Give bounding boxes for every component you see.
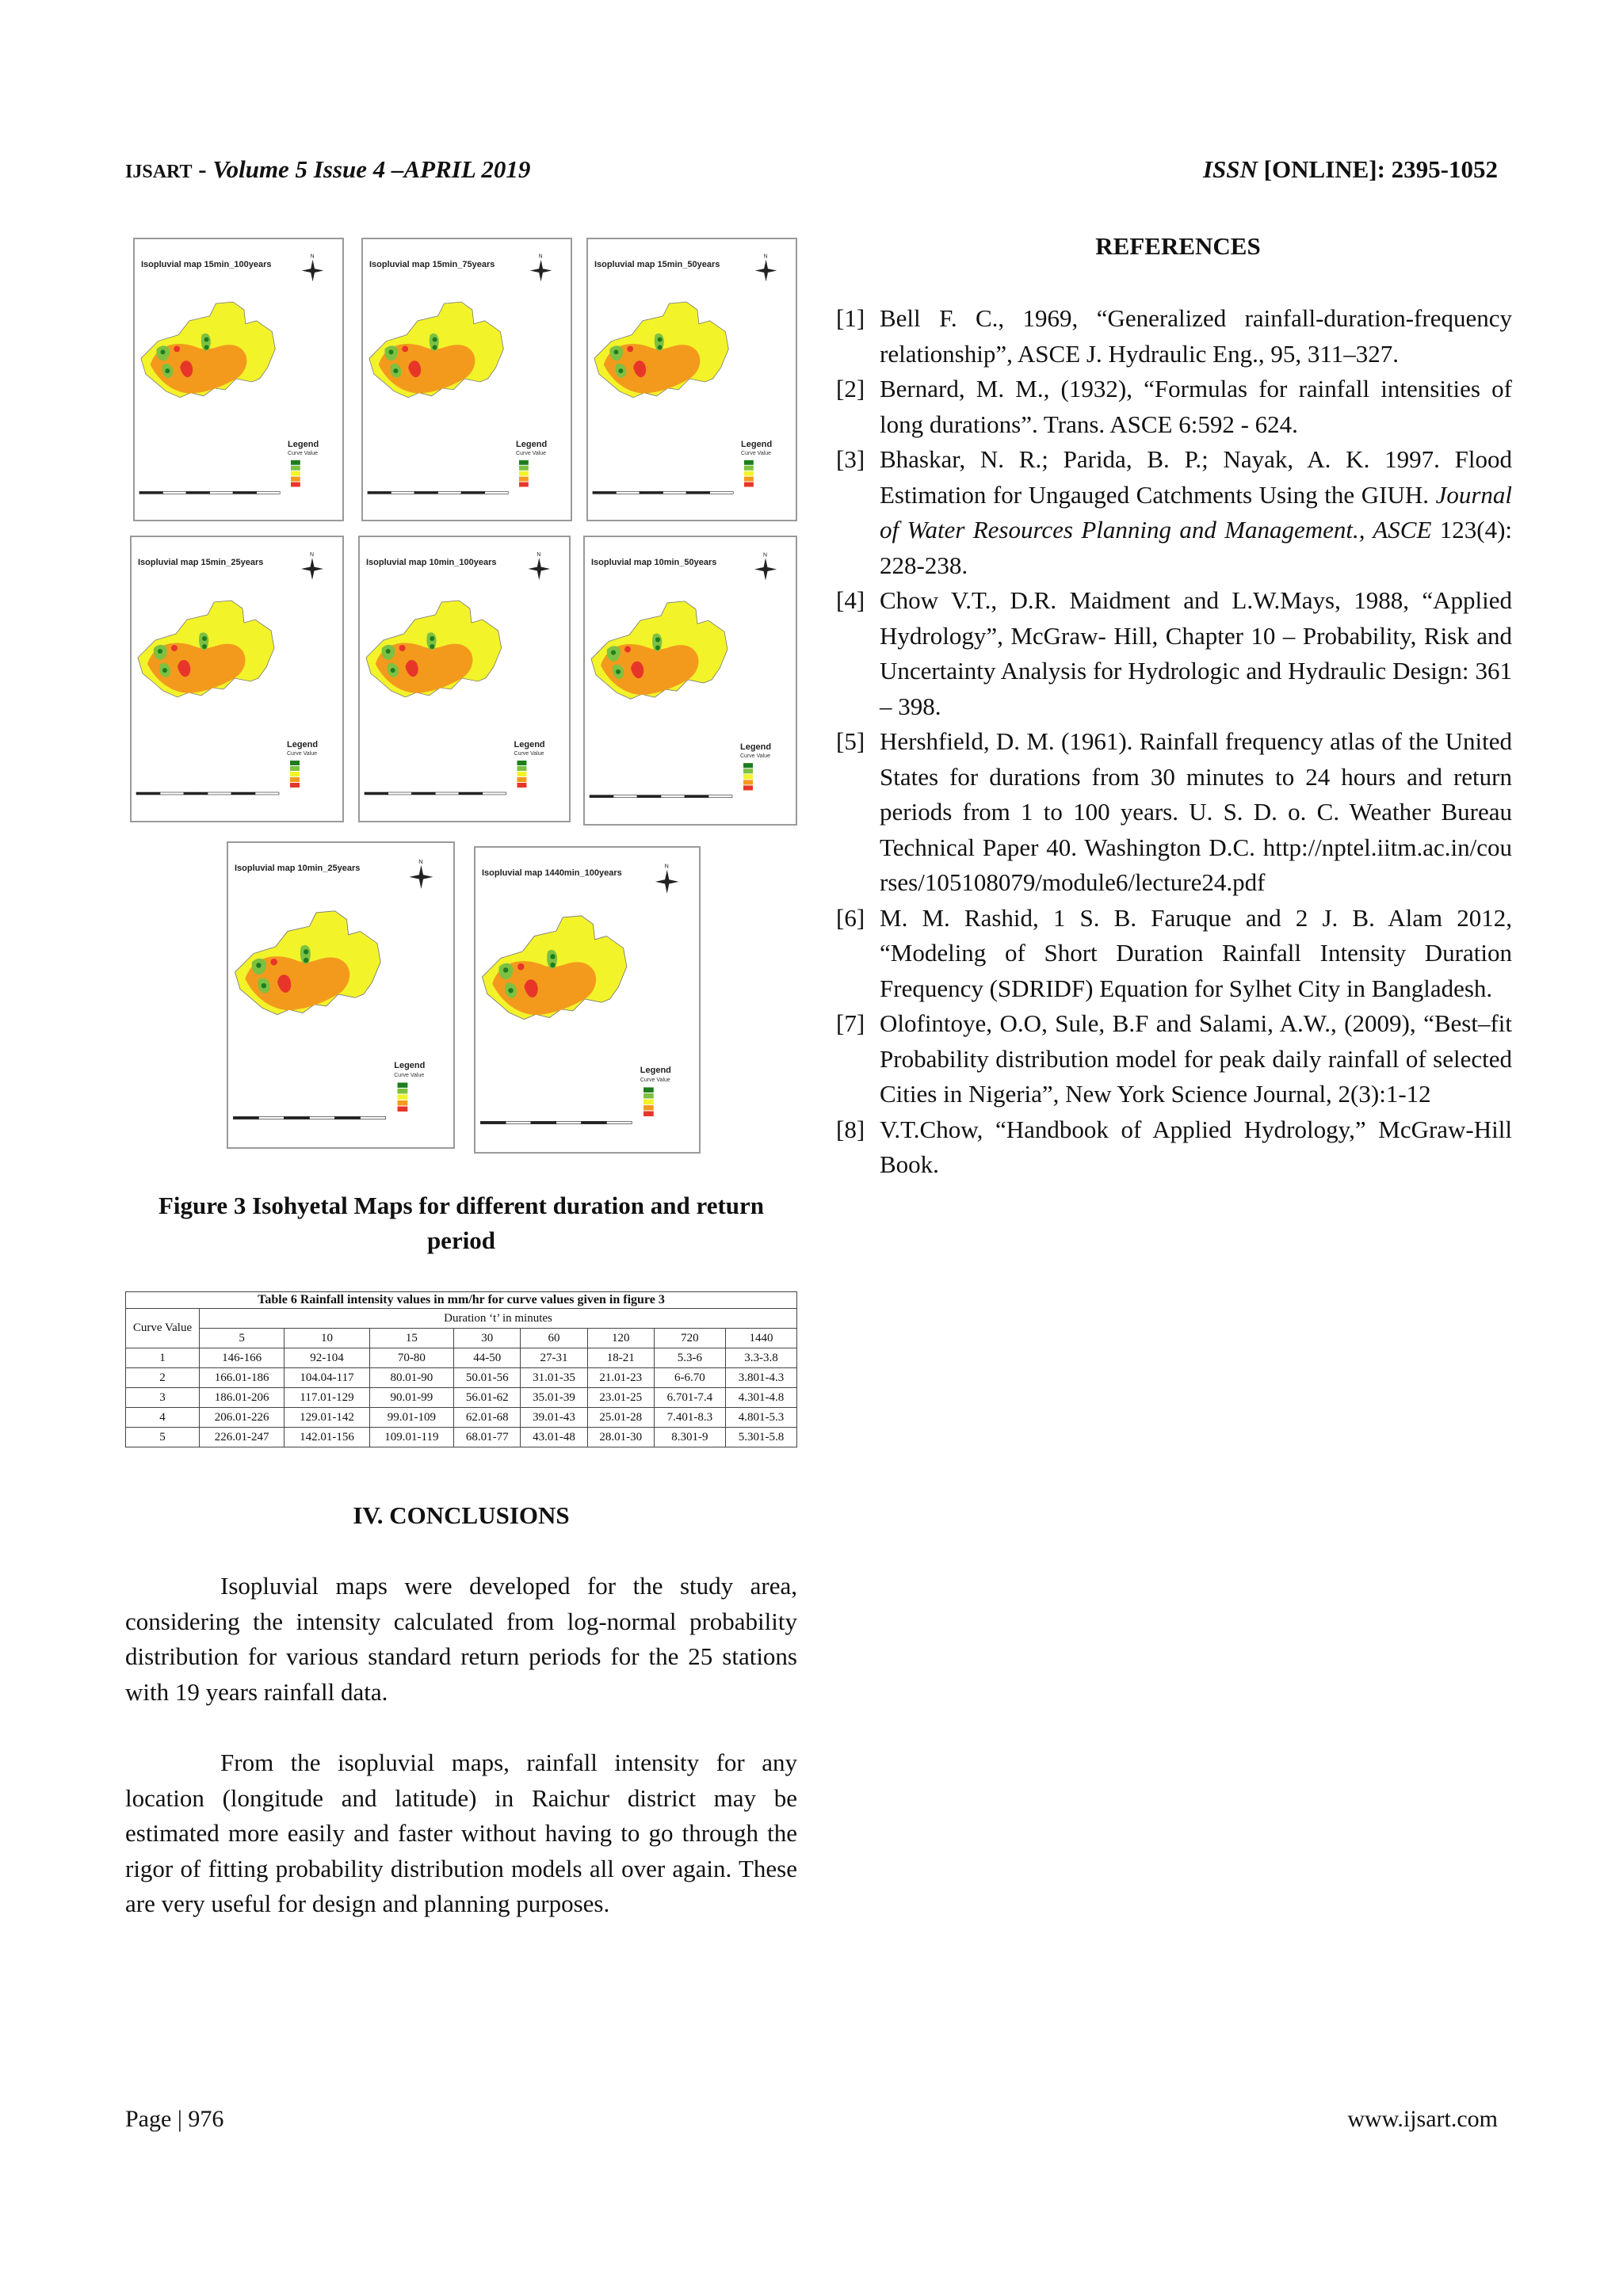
legend-swatch — [643, 1112, 654, 1116]
legend-title: Legend — [287, 740, 319, 749]
table-cell: 1 — [126, 1348, 200, 1368]
table-cell: 104.04-117 — [285, 1368, 369, 1388]
reference-text-part: Hershfield, D. M. (1961). Rainfall frequency atlas of the United States for durations from 30 minutes to 24 hours and return periods from 1 to 100 years. U. S. D. o. C. Weather Bureau Technical Paper 40. Washington D.C. — [880, 727, 1512, 861]
contour-red — [270, 959, 277, 966]
legend-swatch — [517, 761, 526, 765]
table-cell: 4 — [126, 1408, 200, 1428]
legend-swatch — [743, 780, 753, 784]
isopluvial-map-8 — [474, 846, 701, 1154]
legend-swatch — [643, 1093, 654, 1098]
duration-header: 10 — [285, 1329, 369, 1348]
compass-icon — [655, 863, 679, 894]
table-cell: 56.01-62 — [454, 1388, 521, 1408]
table-cell: 3 — [126, 1388, 200, 1408]
reference-url[interactable]: http://nptel.iitm.ac.in/courses/105108079/module6/lecture24.pdf — [880, 833, 1512, 896]
compass-icon — [530, 254, 552, 282]
table-cell: 129.01-142 — [285, 1408, 369, 1428]
contour-dark-green — [433, 338, 437, 342]
table-cell: 142.01-156 — [285, 1428, 369, 1447]
map-graphic — [585, 537, 796, 824]
references-heading: REFERENCES — [1095, 232, 1261, 260]
table-cell: 5 — [126, 1428, 200, 1447]
compass-icon — [755, 254, 777, 282]
table-cell: 6.701-7.4 — [654, 1388, 725, 1408]
map-title: Isopluvial map 15min_75years — [369, 260, 495, 269]
legend-subtitle: Curve Value — [640, 1077, 670, 1083]
contour-red — [399, 645, 406, 651]
reference-text: Bell F. C., 1969, “Generalized rainfall-duration-frequency relationship”, ASCE J. Hydraulic Eng., 95, 311–327. — [880, 304, 1512, 368]
legend-swatch — [519, 466, 529, 471]
duration-header: 30 — [454, 1329, 521, 1348]
contour-dark-green — [262, 983, 266, 988]
contour-dark-green — [430, 636, 434, 641]
running-header-issn — [1203, 155, 1498, 184]
contour-red — [627, 345, 633, 352]
table-cell: 62.01-68 — [454, 1408, 521, 1428]
issn-value: [ONLINE]: 2395-1052 — [1257, 155, 1498, 183]
legend-swatch — [519, 471, 529, 476]
compass-north-label: N — [664, 862, 669, 870]
contour-dark-green — [655, 646, 660, 650]
table-cell: 109.01-119 — [369, 1428, 453, 1447]
contour-dark-green — [430, 644, 434, 649]
table-cell: 18-21 — [587, 1348, 654, 1368]
legend-swatch — [291, 460, 300, 465]
legend-swatch — [290, 777, 300, 782]
compass-north-label: N — [763, 254, 768, 260]
legend-subtitle: Curve Value — [514, 751, 544, 757]
legend-swatch — [744, 466, 754, 471]
reference-text-part: 123(4): 228-238. — [880, 516, 1513, 579]
reference-text: Olofintoye, O.O, Sule, B.F and Salami, A.W., (2009), “Best–fit Probability distribution model for peak daily rainfall of selected Cities in Nigeria”, New York Science Journal, 2(3):1-12 — [880, 1009, 1512, 1108]
compass-north-label: N — [310, 552, 315, 558]
table-cell: 44-50 — [454, 1348, 521, 1368]
table-cell: 70-80 — [369, 1348, 453, 1368]
legend-title: Legend — [516, 440, 548, 450]
table-duration-row — [126, 1329, 797, 1348]
reference-number: [7] — [836, 1009, 865, 1037]
table-cell: 206.01-226 — [200, 1408, 285, 1428]
legend-subtitle: Curve Value — [741, 450, 772, 456]
contour-dark-green — [386, 649, 391, 654]
legend-swatch — [517, 783, 526, 788]
legend-swatch — [291, 477, 300, 482]
legend-swatch — [519, 482, 529, 487]
table-cell: 25.01-28 — [587, 1408, 654, 1428]
contour-dark-green — [433, 345, 437, 349]
scale-bar — [139, 491, 280, 494]
table-cell: 8.301-9 — [654, 1428, 725, 1447]
table-cell: 117.01-129 — [285, 1388, 369, 1408]
legend-title: Legend — [288, 440, 319, 450]
reference-number: [6] — [836, 903, 865, 932]
legend-title: Legend — [640, 1065, 671, 1075]
header-separator: - — [192, 155, 213, 183]
legend-swatch — [291, 482, 300, 487]
duration-header: 5 — [200, 1329, 285, 1348]
paragraph-text: Isopluvial maps were developed for the study area, considering the intensity calculated from log-normal probability distribution for various standard return periods for the 25 stations with 19 years rainfall data. — [125, 1572, 797, 1706]
table-cell: 31.01-35 — [521, 1368, 587, 1388]
table-row — [126, 1388, 797, 1408]
reference-number: [5] — [836, 727, 865, 755]
contour-dark-green — [304, 949, 308, 954]
table-cell: 35.01-39 — [521, 1388, 587, 1408]
legend-swatch — [643, 1087, 654, 1092]
map-graphic — [363, 239, 571, 520]
table-cell: 2 — [126, 1368, 200, 1388]
legend-swatch — [643, 1099, 654, 1104]
reference-text: Chow V.T., D.R. Maidment and L.W.Mays, 1988, “Applied Hydrology”, McGraw- Hill, Chapter 10 – Probability, Risk and Uncertainty Analysis for Hydrologic and Hydraulic Design: 361 – 398. — [880, 586, 1512, 720]
scale-bar — [365, 792, 506, 795]
contour-dark-green — [204, 338, 209, 342]
table-cell: 68.01-77 — [454, 1428, 521, 1447]
contour-dark-green — [204, 345, 209, 349]
isopluvial-map-7 — [227, 841, 455, 1149]
reference-text — [880, 724, 1512, 901]
contour-dark-green — [614, 349, 619, 354]
reference-text: Bernard, M. M., (1932), “Formulas for rainfall intensities of long durations”. Trans. ASCE 6:592 - 624. — [880, 375, 1512, 438]
reference-item — [836, 583, 1512, 724]
reference-text: M. M. Rashid, 1 S. B. Faruque and 2 J. B. Alam 2012, “Modeling of Short Duration Rainfall Intensity Duration Frequency (SDRIDF) Equation for Sylhet City in Bangladesh. — [880, 903, 1512, 1002]
legend-swatch — [290, 783, 300, 788]
reference-item — [836, 442, 1512, 583]
legend-subtitle: Curve Value — [516, 450, 547, 456]
issn-label: ISSN — [1202, 155, 1258, 183]
volume-issue: Volume 5 Issue 4 –APRIL 2019 — [212, 155, 531, 183]
compass-north-label: N — [418, 857, 423, 865]
table-cell: 166.01-186 — [200, 1368, 285, 1388]
compass-icon — [528, 552, 550, 580]
map-title: Isopluvial map 10min_50years — [591, 558, 717, 567]
legend-swatch — [743, 774, 753, 779]
contour-dark-green — [550, 954, 555, 959]
contour-dark-green — [616, 669, 621, 674]
contour-dark-green — [391, 668, 395, 673]
table-cell: 4.801-5.3 — [725, 1408, 796, 1428]
map-graphic — [360, 537, 569, 821]
scale-bar — [593, 491, 733, 494]
table-cell: 5.301-5.8 — [725, 1428, 796, 1447]
legend-swatch — [398, 1107, 408, 1112]
legend-swatch — [290, 772, 300, 776]
compass-north-label: N — [537, 551, 541, 559]
table-cell: 5.3-6 — [654, 1348, 725, 1368]
reference-text-part: Bhaskar, N. R.; Parida, B. P.; Nayak, A. K. 1997. Flood Estimation for Ungauged Catchments Using the GIUH. — [880, 445, 1512, 509]
contour-red — [171, 645, 178, 651]
figure-caption: Figure 3 Isohyetal Maps for different duration and return period — [158, 1192, 765, 1254]
table-cell: 50.01-56 — [454, 1368, 521, 1388]
legend-swatch — [744, 477, 754, 482]
table-row — [126, 1408, 797, 1428]
conclusions-heading: IV. CONCLUSIONS — [353, 1501, 570, 1529]
legend-swatch — [290, 766, 300, 771]
legend-swatch — [290, 761, 300, 765]
table-cell: 99.01-109 — [369, 1408, 453, 1428]
isopluvial-map-1 — [133, 238, 344, 521]
table-cell: 43.01-48 — [521, 1428, 587, 1447]
contour-dark-green — [503, 967, 508, 972]
table-cell: 186.01-206 — [200, 1388, 285, 1408]
reference-item — [836, 372, 1512, 442]
contour-dark-green — [165, 368, 170, 373]
compass-icon — [754, 552, 777, 580]
contour-dark-green — [304, 958, 308, 963]
table-row — [126, 1428, 797, 1447]
legend-title: Legend — [740, 742, 772, 752]
duration-header: 720 — [654, 1329, 725, 1348]
contour-red — [174, 345, 180, 352]
rainfall-intensity-table — [125, 1291, 797, 1458]
references-list — [836, 301, 1512, 1183]
scale-bar — [368, 491, 508, 494]
contour-dark-green — [202, 644, 207, 649]
contour-dark-green — [658, 338, 663, 342]
table-cell: 226.01-247 — [200, 1428, 285, 1447]
table-cell: 90.01-99 — [369, 1388, 453, 1408]
table-caption: Table 6 Rainfall intensity values in mm/hr for curve values given in figure 3 — [126, 1292, 797, 1309]
reference-number: [3] — [836, 445, 865, 473]
map-title: Isopluvial map 10min_100years — [366, 558, 497, 567]
contour-dark-green — [389, 349, 394, 354]
compass-icon — [409, 858, 433, 889]
legend-swatch — [519, 477, 529, 482]
contour-red — [517, 963, 524, 971]
reference-journal: Journal of Water Resources Planning and Management., ASCE — [880, 480, 1512, 543]
legend-swatch — [744, 471, 754, 476]
legend-swatch — [743, 763, 753, 768]
map-graphic — [588, 239, 796, 520]
map-title: Isopluvial map 15min_50years — [594, 260, 720, 269]
compass-north-label: N — [763, 552, 768, 559]
table-cell: 28.01-30 — [587, 1428, 654, 1447]
contour-dark-green — [256, 963, 261, 967]
reference-number: [4] — [836, 586, 865, 614]
contour-dark-green — [550, 963, 555, 967]
table-cell: 4.301-4.8 — [725, 1388, 796, 1408]
legend-swatch — [517, 777, 526, 782]
legend-swatch — [291, 471, 300, 476]
table-cell: 23.01-25 — [587, 1388, 654, 1408]
map-title: Isopluvial map 15min_100years — [141, 260, 272, 269]
table-row — [126, 1348, 797, 1368]
contour-dark-green — [202, 636, 207, 641]
duration-header: 60 — [521, 1329, 587, 1348]
reference-text: V.T.Chow, “Handbook of Applied Hydrology,” McGraw-Hill Book. — [880, 1115, 1512, 1178]
contour-dark-green — [655, 637, 660, 642]
legend-swatch — [291, 466, 300, 471]
map-graphic — [475, 848, 699, 1152]
table-cell: 21.01-23 — [587, 1368, 654, 1388]
legend-subtitle: Curve Value — [394, 1072, 425, 1078]
legend-swatch — [398, 1089, 408, 1093]
contour-dark-green — [393, 368, 398, 373]
legend-swatch — [517, 772, 526, 776]
legend-swatch — [743, 769, 753, 773]
scale-bar — [590, 795, 732, 798]
contour-dark-green — [611, 650, 616, 655]
paragraph-text: From the isopluvial maps, rainfall intensity for any location (longitude and latitude) in Raichur district may be estimated more easily and faster without having to go through the rigor of fitting probability distribution models all over again. These are very useful for design and planning purposes. — [125, 1749, 797, 1917]
contour-dark-green — [658, 345, 663, 349]
reference-number: [8] — [836, 1115, 865, 1143]
contour-red — [624, 646, 631, 653]
compass-north-label: N — [538, 254, 543, 260]
legend-swatch — [519, 460, 529, 465]
duration-header: 120 — [587, 1329, 654, 1348]
map-title: Isopluvial map 10min_25years — [235, 864, 361, 873]
table-cell: 39.01-43 — [521, 1408, 587, 1428]
table-group-header: Duration ‘t’ in minutes — [200, 1309, 797, 1329]
table-corner-header: Curve Value — [126, 1309, 200, 1348]
page-number: Page | 976 — [125, 2106, 224, 2132]
compass-north-label: N — [310, 254, 315, 260]
table-cell: 27-31 — [521, 1348, 587, 1368]
duration-header: 1440 — [725, 1329, 796, 1348]
journal-name: IJSART — [125, 162, 193, 182]
compass-icon — [301, 552, 323, 580]
legend-title: Legend — [394, 1060, 426, 1070]
duration-header: 15 — [369, 1329, 453, 1348]
legend-swatch — [398, 1100, 408, 1105]
legend-swatch — [643, 1105, 654, 1110]
legend-swatch — [398, 1094, 408, 1099]
reference-number: [1] — [836, 304, 865, 332]
reference-number: [2] — [836, 375, 865, 402]
legend-swatch — [517, 766, 526, 771]
conclusions-paragraph-1 — [125, 1569, 797, 1710]
table — [125, 1291, 797, 1447]
contour-dark-green — [161, 349, 166, 354]
table-cell: 92-104 — [285, 1348, 369, 1368]
legend-subtitle: Curve Value — [740, 753, 771, 760]
legend-subtitle: Curve Value — [288, 450, 319, 456]
scale-bar — [136, 792, 279, 795]
running-header-journal — [125, 155, 530, 184]
reference-item — [836, 1006, 1512, 1112]
legend-title: Legend — [514, 740, 545, 749]
isopluvial-map-2 — [361, 238, 572, 521]
reference-item — [836, 1112, 1512, 1183]
reference-item — [836, 724, 1512, 901]
contour-dark-green — [508, 988, 513, 993]
legend-swatch — [744, 482, 754, 487]
reference-item — [836, 301, 1512, 372]
reference-item — [836, 901, 1512, 1007]
scale-bar — [480, 1121, 632, 1123]
contour-dark-green — [162, 668, 167, 673]
compass-icon — [302, 254, 324, 282]
map-graphic — [228, 843, 453, 1147]
isopluvial-map-3 — [586, 238, 797, 521]
contour-red — [402, 345, 408, 352]
map-graphic — [132, 537, 342, 821]
table-cell: 146-166 — [200, 1348, 285, 1368]
legend-swatch — [398, 1082, 408, 1087]
table-cell: 7.401-8.3 — [654, 1408, 725, 1428]
legend-swatch — [744, 460, 754, 465]
reference-text — [880, 442, 1512, 583]
table-row — [126, 1368, 797, 1388]
map-title: Isopluvial map 15min_25years — [138, 558, 264, 567]
table-cell: 3.3-3.8 — [725, 1348, 796, 1368]
isopluvial-map-4 — [130, 536, 344, 822]
isopluvial-map-5 — [358, 536, 571, 822]
contour-dark-green — [158, 649, 162, 654]
legend-subtitle: Curve Value — [287, 751, 318, 757]
table-cell: 6-6.70 — [654, 1368, 725, 1388]
map-title: Isopluvial map 1440min_100years — [482, 868, 622, 878]
table-cell: 80.01-90 — [369, 1368, 453, 1388]
legend-title: Legend — [741, 440, 773, 450]
isopluvial-map-6 — [583, 536, 797, 826]
table-cell: 3.801-4.3 — [725, 1368, 796, 1388]
contour-dark-green — [618, 368, 623, 373]
scale-bar — [233, 1116, 385, 1119]
legend-swatch — [743, 785, 753, 790]
footer-website[interactable]: www.ijsart.com — [1347, 2106, 1498, 2132]
map-graphic — [135, 239, 342, 520]
conclusions-paragraph-2 — [125, 1745, 797, 1922]
